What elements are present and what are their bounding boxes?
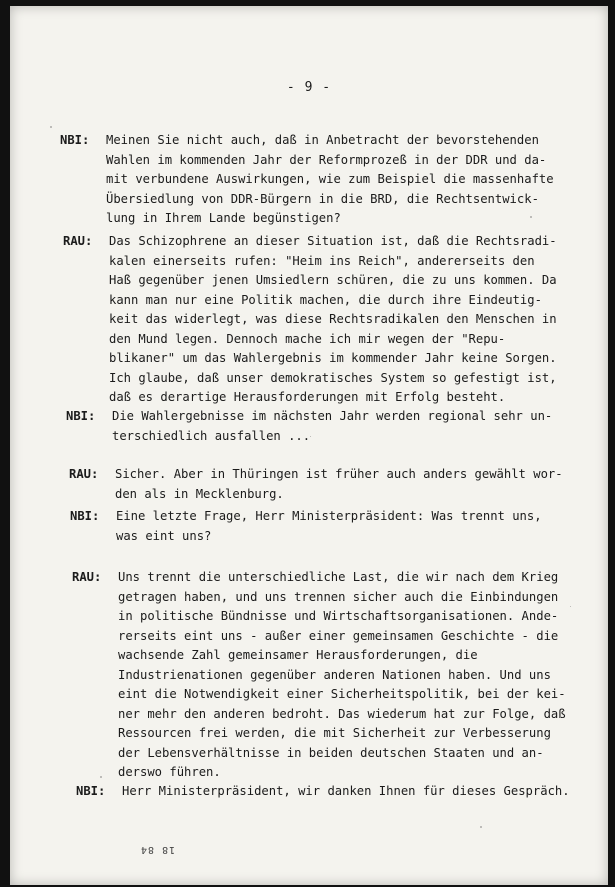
text-line: terschiedlich ausfallen ... xyxy=(112,428,311,443)
interview-turn-question xyxy=(76,782,606,804)
text-line: keit das widerlegt, was diese Rechtsradikalen den Menschen in xyxy=(109,312,557,326)
text-line: kalen einerseits rufen: "Heim ins Reich", andererseits den xyxy=(109,253,535,268)
text-line: Ressourcen frei werden, die mit Sicherheit zur Verbesserung xyxy=(118,726,551,740)
text-line: Wahlen im kommenden Jahr der Reformprozeß in der DDR und da- xyxy=(106,152,547,167)
text-line: den als in Mecklenburg. xyxy=(115,486,284,501)
interview-turn-question xyxy=(70,507,600,549)
text-line: getragen haben, und uns trennen sicher auch die Einbindungen xyxy=(118,589,559,604)
text-line: wachsende Zahl gemeinsamer Herausforderungen, die xyxy=(118,648,478,662)
text-line: in politische Bündnisse und Wirtschaftsorganisationen. Ande- xyxy=(118,609,559,623)
interview-turn-answer xyxy=(63,232,599,412)
text-line: Industrienationen gegenüber anderen Nationen haben. Und uns xyxy=(118,667,551,682)
speaker-label: NBI: xyxy=(60,133,90,147)
speaker-label: RAU: xyxy=(69,467,99,481)
text-line: rerseits eint uns - außer einer gemeinsamen Geschichte - die xyxy=(118,628,559,643)
text-line: den Mund legen. Dennoch mache ich mir wegen der "Repu- xyxy=(109,331,506,346)
speaker-label: RAU: xyxy=(63,234,93,248)
text-line: Ich glaube, daß unser demokratisches System so gefestigt ist, xyxy=(109,370,557,385)
text-line: eint die Notwendigkeit einer Sicherheitspolitik, bei der kei- xyxy=(118,687,566,701)
interview-turn-question xyxy=(66,407,596,449)
interview-turn-answer xyxy=(69,465,599,507)
text-line: kann man nur eine Politik machen, die durch ihre Eindeutig- xyxy=(109,292,542,307)
speaker-label: NBI: xyxy=(70,509,100,523)
page-number: - 9 - xyxy=(286,80,332,95)
text-line: mit verbundene Auswirkungen, wie zum Beispiel die massenhafte xyxy=(106,172,554,186)
text-line: blikaner" um das Wahlergebnis im kommender Jahr keine Sorgen. xyxy=(109,351,557,365)
document-page xyxy=(10,6,608,885)
text-line: Eine letzte Frage, Herr Ministerpräsident: Was trennt uns, xyxy=(116,509,542,523)
text-line: was eint uns? xyxy=(116,528,212,543)
text-line: Das Schizophrene an dieser Situation ist, daß die Rechtsradi- xyxy=(109,234,557,248)
interview-turn-question xyxy=(60,131,596,231)
interview-turn-answer xyxy=(72,568,602,786)
text-line: Herr Ministerpräsident, wir danken Ihnen für dieses Gespräch. xyxy=(122,784,570,798)
text-line: Uns trennt die unterschiedliche Last, die wir nach dem Krieg xyxy=(118,570,559,584)
speaker-label: NBI: xyxy=(76,784,106,798)
speaker-label: RAU: xyxy=(72,570,102,584)
text-line: lung in Ihrem Lande begünstigen? xyxy=(106,211,341,225)
text-line: Meinen Sie nicht auch, daß in Anbetracht der bevorstehenden xyxy=(106,133,539,147)
text-line: Übersiedlung von DDR-Bürgern in die BRD, die Rechtsentwick- xyxy=(106,191,539,206)
text-line: Haß gegenüber jenen Umsiedlern schüren, die zu uns kommen. Da xyxy=(109,273,557,287)
text-line: Sicher. Aber in Thüringen ist früher auch anders gewählt wor- xyxy=(115,467,563,481)
archive-stamp: 18 84 xyxy=(140,844,176,855)
speaker-label: NBI: xyxy=(66,409,96,423)
text-line: daß es derartige Herausforderungen mit Erfolg besteht. xyxy=(109,390,506,404)
text-line: derswo führen. xyxy=(118,765,221,779)
text-line: ner mehr den anderen bedroht. Das wiederum hat zur Folge, daß xyxy=(118,706,566,721)
text-line: der Lebensverhältnisse in beiden deutschen Staaten und an- xyxy=(118,745,544,760)
text-line: Die Wahlergebnisse im nächsten Jahr werden regional sehr un- xyxy=(112,409,553,423)
